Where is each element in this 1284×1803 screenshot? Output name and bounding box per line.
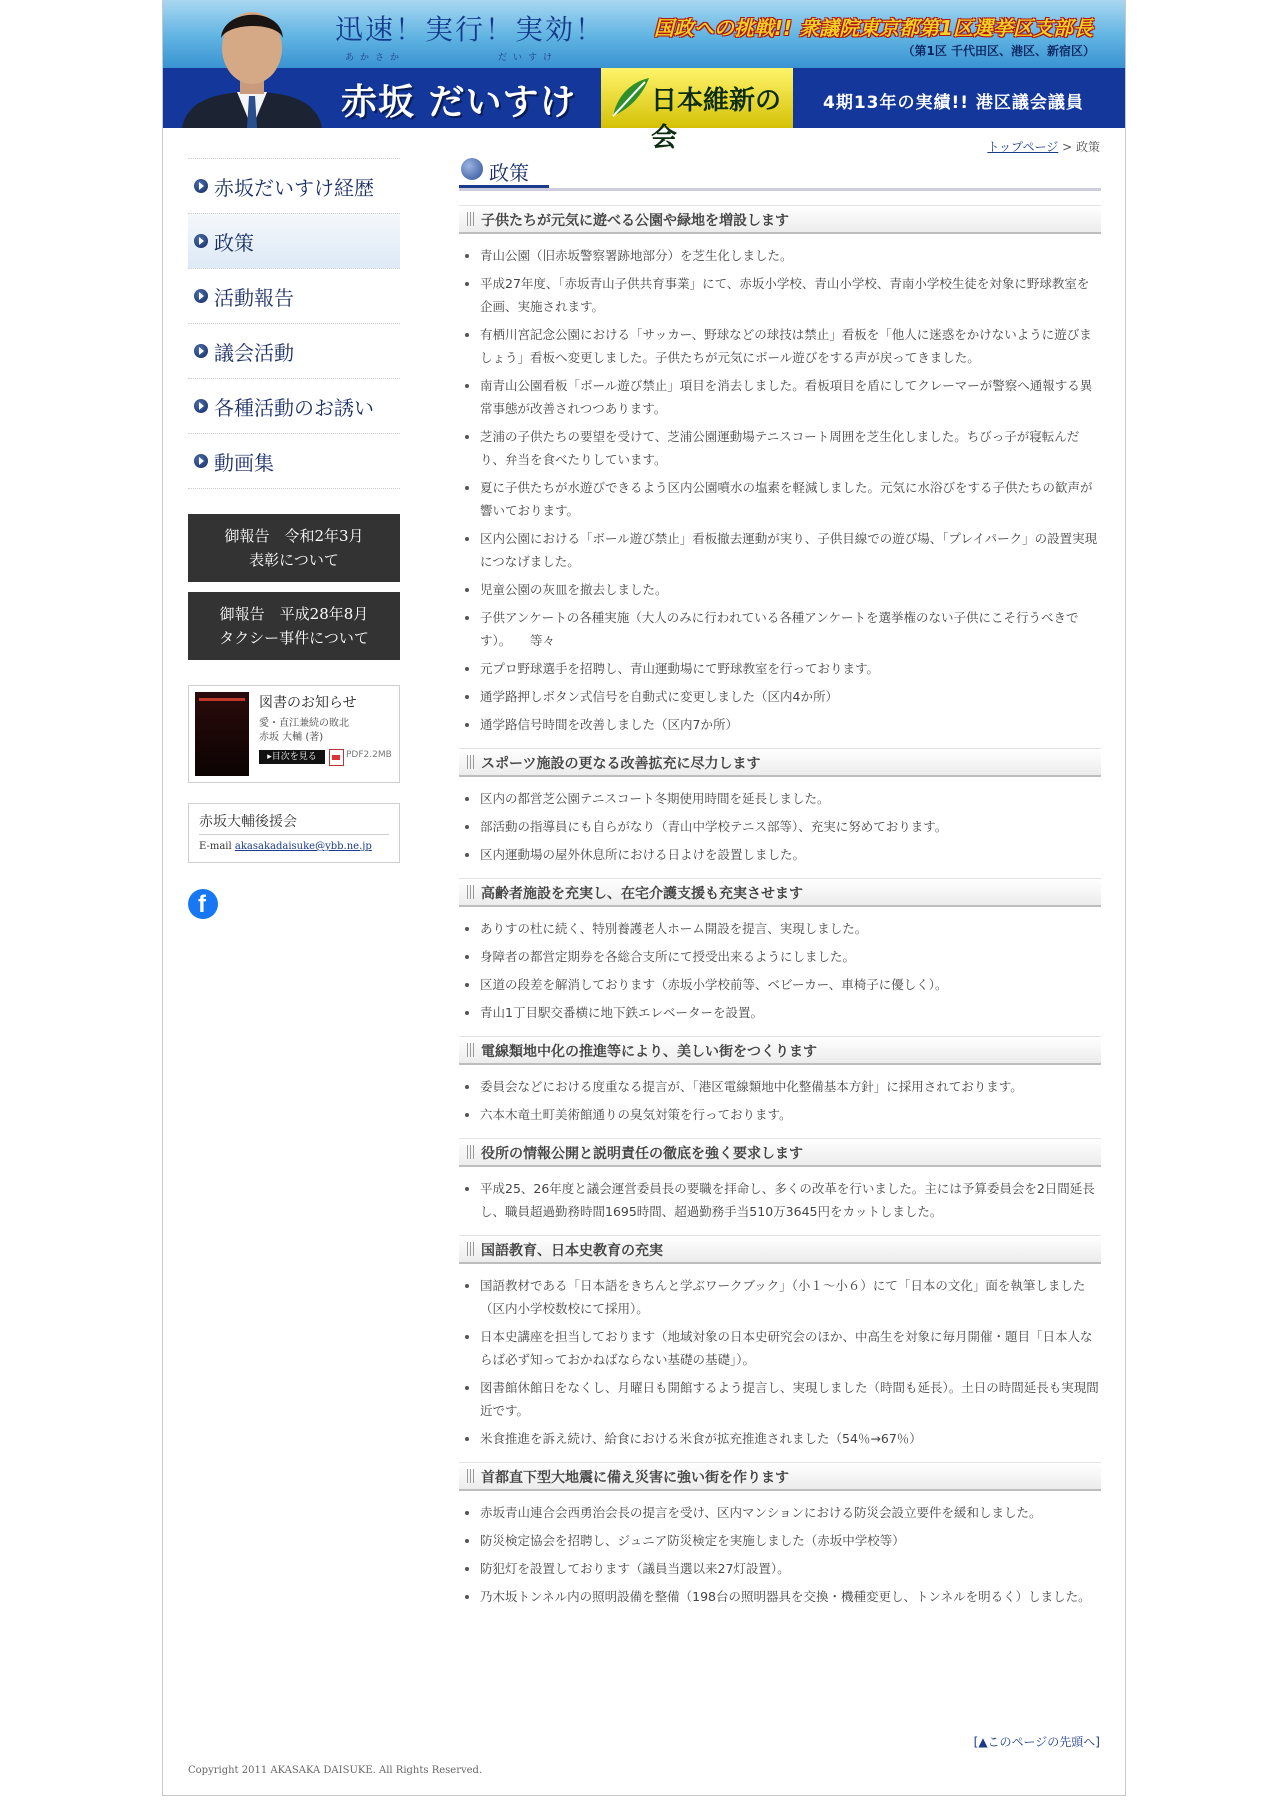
section-heading — [459, 1138, 1101, 1167]
section-heading — [459, 748, 1101, 777]
pdf-icon[interactable] — [329, 749, 344, 766]
policy-list — [459, 787, 1101, 866]
list-item: 六本木竜土町美術館通りの臭気対策を行っております。 — [459, 1103, 1101, 1126]
arrow-bullet-icon — [194, 344, 208, 358]
table-of-contents-button[interactable]: ▸目次を見る — [259, 750, 325, 764]
report-2016-button[interactable] — [188, 592, 400, 660]
list-item: 図書館休館日をなくし、月曜日も開館するよう提言し、実現しました（時間も延長）。土日の時間延長も実現間近です。 — [459, 1376, 1101, 1422]
sidebar — [188, 158, 400, 919]
email-link[interactable]: akasakadaisuke@ybb.ne.jp — [234, 841, 372, 852]
section-title: スポーツ施設の更なる改善拡充に尽力します — [481, 756, 761, 772]
grip-icon — [467, 885, 476, 899]
grip-icon — [467, 212, 476, 226]
book-name: 愛・直江兼続の敗北 — [259, 718, 349, 729]
list-item: 子供アンケートの各種実施（大人のみに行われている各種アンケートを選挙権のない子供にこそ行うべきです）。 等々 — [459, 606, 1101, 652]
pdf-size-label: PDF2.2MB — [346, 750, 392, 760]
breadcrumb-separator: > — [1058, 140, 1076, 154]
name-ruby-family: あかさか — [345, 53, 406, 63]
book-cover-image[interactable] — [195, 692, 249, 776]
policy-content — [459, 205, 1101, 1620]
list-item: 有栖川宮記念公園における「サッカー、野球などの球技は禁止」看板を「他人に迷惑をかけないように遊びましょう」看板へ変更しました。子供たちが元気にボール遊びをする声が戻ってきました。 — [459, 323, 1101, 369]
grip-icon — [467, 1043, 476, 1057]
party-name: 日本維新の会 — [651, 86, 782, 153]
list-item: 部活動の指導員にも自らがなり（青山中学校テニス部等）、充実に努めております。 — [459, 815, 1101, 838]
section-heading — [459, 1462, 1101, 1491]
list-item: 米食推進を訴え続け、給食における米食が拡充推進されました（54％→67％） — [459, 1427, 1101, 1450]
grip-icon — [467, 755, 476, 769]
breadcrumb-current: 政策 — [1075, 140, 1100, 154]
policy-list — [459, 244, 1101, 736]
policy-section-sports — [459, 748, 1101, 866]
section-title: 高齢者施設を充実し、在宅介護支援も充実させます — [481, 886, 803, 902]
policy-list — [459, 1501, 1101, 1608]
nav-item-label: 議会活動 — [214, 341, 294, 365]
nav-item-assembly[interactable] — [188, 324, 400, 379]
page-title-bar — [459, 154, 1101, 191]
list-item: 児童公園の灰皿を撤去しました。 — [459, 578, 1101, 601]
policy-section-parks — [459, 205, 1101, 736]
nav-item-videos[interactable] — [188, 434, 400, 489]
nav-item-label: 活動報告 — [214, 286, 294, 310]
policy-list — [459, 1274, 1101, 1450]
nav-item-profile[interactable] — [188, 159, 400, 214]
list-item: 国語教材である「日本語をきちんと学ぶワークブック」（小１～小６）にて「日本の文化」面を執筆しました（区内小学校数校にて採用）。 — [459, 1274, 1101, 1320]
policy-section-elderly — [459, 878, 1101, 1024]
arrow-bullet-icon — [194, 289, 208, 303]
nav-item-label: 政策 — [214, 231, 254, 255]
arrow-bullet-icon — [194, 179, 208, 193]
sidebar-nav — [188, 158, 400, 489]
book-author: 赤坂 大輔 (著) — [259, 732, 324, 743]
list-item: 元プロ野球選手を招聘し、青山運動場にて野球教室を行っております。 — [459, 657, 1101, 680]
list-item: 身障者の都営定期券を各総合支所にて授受出来るようにしました。 — [459, 945, 1101, 968]
report-2016-line2: タクシー事件について — [219, 629, 369, 647]
divider — [199, 834, 389, 835]
nav-item-label: 赤坂だいすけ経歴 — [214, 176, 374, 200]
list-item: 区内公園における「ボール遊び禁止」看板撤去運動が実り、子供目線での遊び場、「プレイパーク」の設置実現につなげました。 — [459, 527, 1101, 573]
policy-list — [459, 917, 1101, 1024]
list-item: 委員会などにおける度重なる提言が、「港区電線類地中化整備基本方針」に採用されております。 — [459, 1075, 1101, 1098]
policy-section-transparency — [459, 1138, 1101, 1223]
nav-item-activity-report[interactable] — [188, 269, 400, 324]
section-title: 首都直下型大地震に備え災害に強い街を作ります — [481, 1470, 789, 1486]
party-logo — [601, 68, 793, 153]
policy-section-education — [459, 1235, 1101, 1450]
report-2016-line1: 御報告 平成28年8月 — [219, 605, 369, 623]
report-2020-line1: 御報告 令和2年3月 — [224, 527, 364, 545]
page-top-link[interactable]: [▲このページの先頭へ] — [973, 1735, 1100, 1749]
section-heading — [459, 205, 1101, 234]
candidate-portrait — [177, 0, 327, 128]
section-title: 子供たちが元気に遊べる公園や緑地を増設します — [481, 213, 789, 229]
policy-section-cityscape — [459, 1036, 1101, 1126]
list-item: 区内の都営芝公園テニスコート冬期使用時間を延長しました。 — [459, 787, 1101, 810]
email-label: E-mail — [199, 841, 235, 852]
page-wrapper — [162, 0, 1126, 1796]
slogan: 迅速！実行！実効！ — [335, 13, 606, 46]
list-item: 区道の段差を解消しております（赤坂小学校前等、ベビーカー、車椅子に優しく）。 — [459, 973, 1101, 996]
policy-section-disaster — [459, 1462, 1101, 1608]
breadcrumb-home-link[interactable]: トップページ — [987, 140, 1059, 154]
title-underline — [459, 185, 549, 188]
breadcrumb — [987, 138, 1100, 155]
facebook-icon[interactable]: f — [188, 889, 218, 919]
supporters-email — [199, 841, 372, 852]
book-notice-title: 図書のお知らせ — [259, 695, 357, 711]
report-2020-line2: 表彰について — [249, 551, 339, 569]
nav-item-invitations[interactable] — [188, 379, 400, 434]
party-leaf-icon — [609, 76, 651, 120]
name-ruby-given: だいすけ — [498, 53, 559, 63]
header-record: 4期13年の実績!! 港区議会議員 — [823, 93, 1084, 113]
list-item: 防災検定協会を招聘し、ジュニア防災検定を実施しました（赤坂中学校等） — [459, 1529, 1101, 1552]
list-item: 平成25、26年度と議会運営委員長の要職を拝命し、多くの改革を行いました。主には予算委員会を2日間延長し、職員超過勤務時間1695時間、超過勤務手当510万3645円をカットしました。 — [459, 1177, 1101, 1223]
list-item: 南青山公園看板「ボール遊び禁止」項目を消去しました。看板項目を盾にしてクレーマーが警察へ通報する異常事態が改善されつつあります。 — [459, 374, 1101, 420]
supporters-association-box — [188, 803, 400, 863]
list-item: 乃木坂トンネル内の照明設備を整備（198台の照明器具を交換・機種変更し、トンネルを明るく）しました。 — [459, 1585, 1101, 1608]
section-heading — [459, 878, 1101, 907]
list-item: 夏に子供たちが水遊びできるよう区内公園噴水の塩素を軽減しました。元気に水浴びをする子供たちの歓声が響いております。 — [459, 476, 1101, 522]
nav-item-policy[interactable] — [188, 214, 400, 269]
list-item: 通学路信号時間を改善しました（区内7か所） — [459, 713, 1101, 736]
header-district: （第1区 千代田区、港区、新宿区） — [902, 44, 1095, 58]
policy-list — [459, 1075, 1101, 1126]
list-item: 日本史講座を担当しております（地域対象の日本史研究会のほか、中高生を対象に毎月開催・題目「日本人ならば必ず知っておかねばならない基礎の基礎」）。 — [459, 1325, 1101, 1371]
list-item: 区内運動場の屋外休息所における日よけを設置しました。 — [459, 843, 1101, 866]
header-challenge: 国政への挑戦!! 衆議院東京都第1区選挙区支部長 — [653, 16, 1093, 40]
report-2020-button[interactable] — [188, 514, 400, 582]
book-notice — [188, 685, 400, 783]
arrow-bullet-icon — [194, 234, 208, 248]
grip-icon — [467, 1145, 476, 1159]
section-title: 電線類地中化の推進等により、美しい街をつくります — [481, 1044, 817, 1060]
list-item: 平成27年度、「赤坂青山子供共育事業」にて、赤坂小学校、青山小学校、青南小学校生徒を対象に野球教室を企画、実施されます。 — [459, 272, 1101, 318]
section-title: 役所の情報公開と説明責任の徹底を強く要求します — [481, 1146, 803, 1162]
section-heading — [459, 1036, 1101, 1065]
title-orb-icon — [461, 158, 483, 180]
arrow-bullet-icon — [194, 399, 208, 413]
list-item: 赤坂青山連合会西勇治会長の提言を受け、区内マンションにおける防災会設立要件を緩和しました。 — [459, 1501, 1101, 1524]
copyright: Copyright 2011 AKASAKA DAISUKE. All Rights Reserved. — [188, 1765, 483, 1776]
section-title: 国語教育、日本史教育の充実 — [481, 1243, 663, 1259]
list-item: 防犯灯を設置しております（議員当選以来27灯設置）。 — [459, 1557, 1101, 1580]
supporters-association-title: 赤坂大輔後援会 — [199, 814, 297, 830]
candidate-name: 赤坂 だいすけ — [341, 82, 577, 123]
nav-item-label: 動画集 — [214, 451, 274, 475]
list-item: 青山1丁目駅交番横に地下鉄エレベーターを設置。 — [459, 1001, 1101, 1024]
page-title: 政策 — [489, 161, 529, 185]
grip-icon — [467, 1242, 476, 1256]
list-item: 通学路押しボタン式信号を自動式に変更しました（区内4か所） — [459, 685, 1101, 708]
list-item: ありすの杜に続く、特別養護老人ホーム開設を提言、実現しました。 — [459, 917, 1101, 940]
list-item: 芝浦の子供たちの要望を受けて、芝浦公園運動場テニスコート周囲を芝生化しました。ちびっ子が寝転んだり、弁当を食べたりしています。 — [459, 425, 1101, 471]
list-item: 青山公園（旧赤坂警察署跡地部分）を芝生化しました。 — [459, 244, 1101, 267]
nav-item-label: 各種活動のお誘い — [214, 396, 374, 420]
arrow-bullet-icon — [194, 454, 208, 468]
section-heading — [459, 1235, 1101, 1264]
grip-icon — [467, 1469, 476, 1483]
policy-list — [459, 1177, 1101, 1223]
